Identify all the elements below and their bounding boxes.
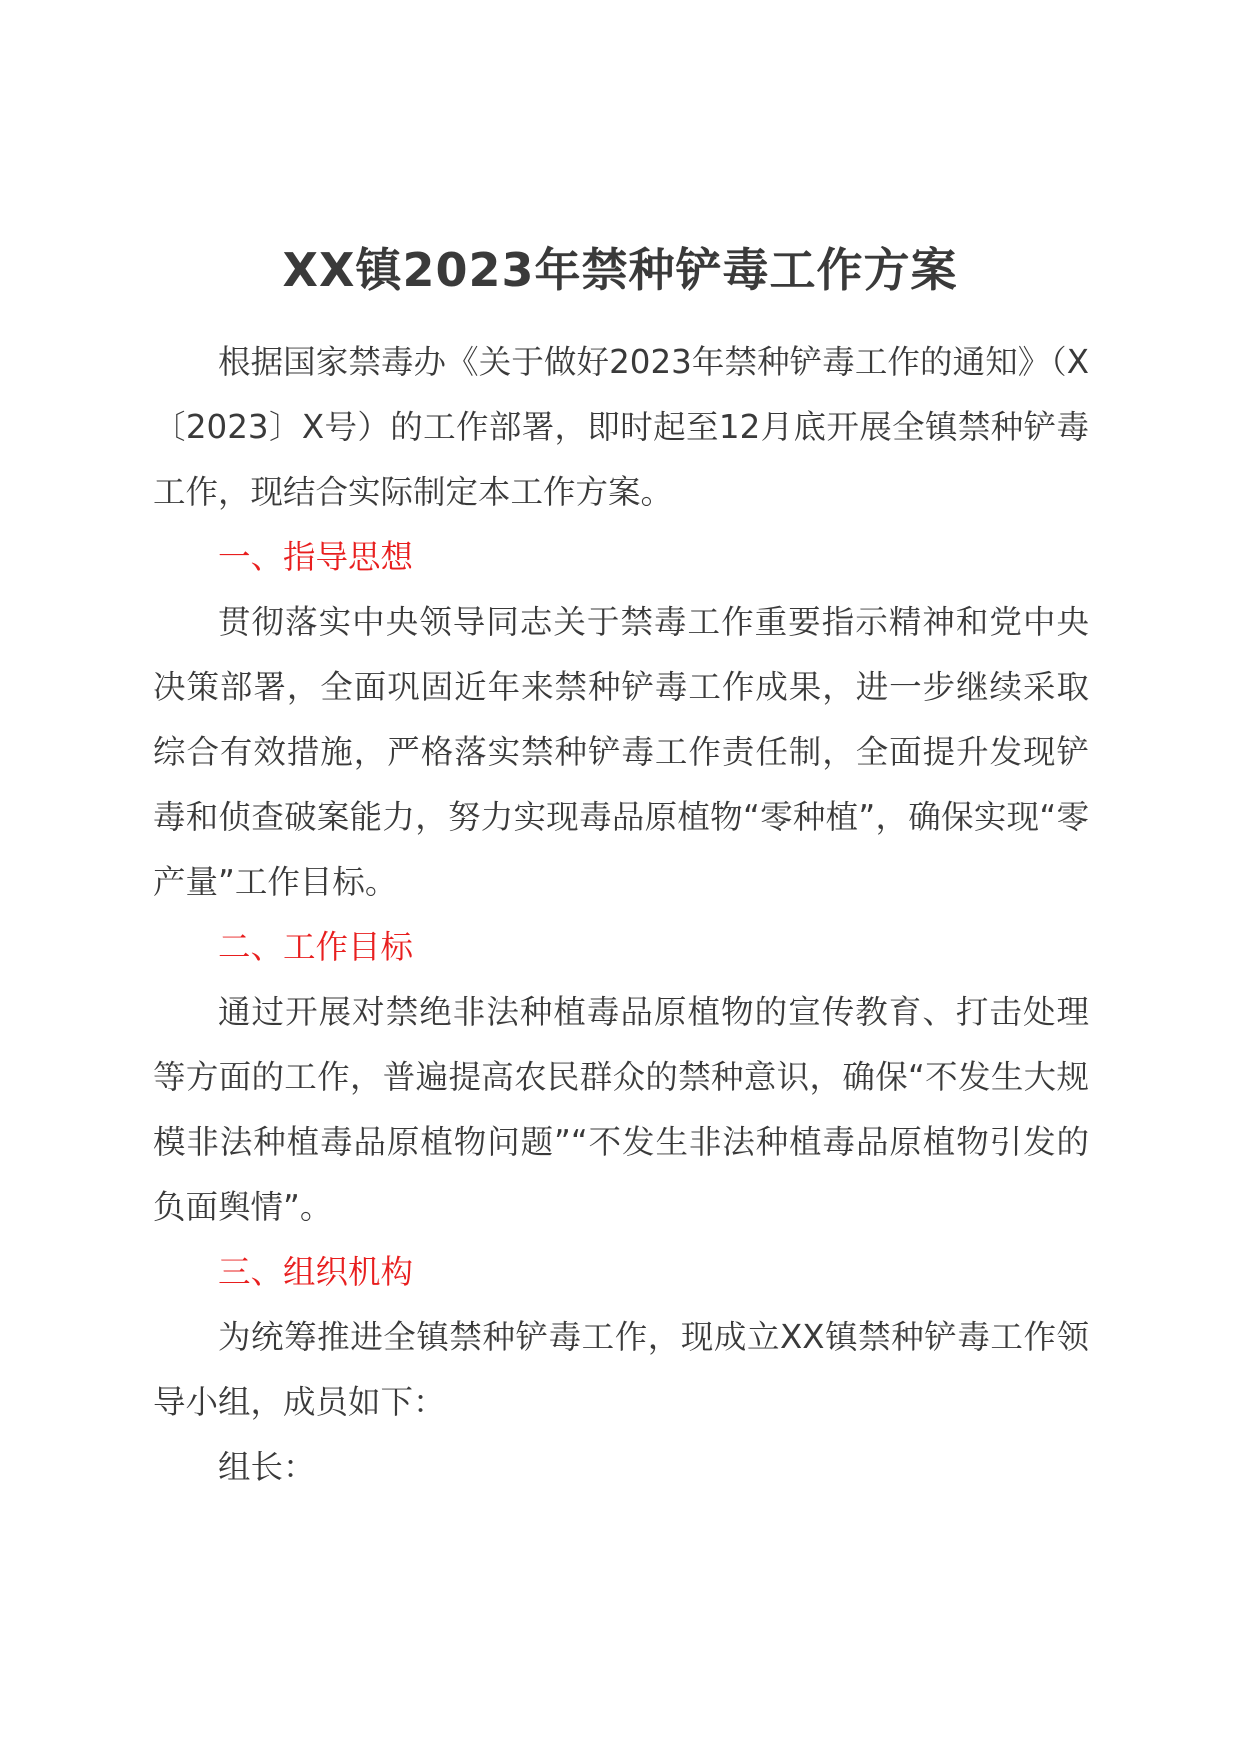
group-leader-line: 组长： [218,1448,316,1486]
section-paragraph-guiding-ideology: 贯彻落实中央领导同志关于禁毒工作重要指示精神和党中央决策部署，全面巩固近年来禁种铲毒工作成果，进一步继续采取综合有效措施，严格落实禁种铲毒工作责任制，全面提升发现铲毒和侦查破案能力，努力实现毒品原植物“零种植”，确保实现“零产量”工作目标。 [153,603,1089,901]
document-body [153,330,1089,1500]
intro-paragraph: 根据国家禁毒办《关于做好2023年禁种铲毒工作的通知》（X〔2023〕X号）的工作部署，即时起至12月底开展全镇禁种铲毒工作，现结合实际制定本工作方案。 [153,343,1089,511]
section-heading-organization: 三、组织机构 [218,1253,414,1291]
document-title: XX镇2023年禁种铲毒工作方案 [282,243,958,297]
section-heading-guiding-ideology: 一、指导思想 [218,538,414,576]
section-heading-work-goals: 二、工作目标 [218,928,414,966]
section-paragraph-organization: 为统筹推进全镇禁种铲毒工作，现成立XX镇禁种铲毒工作领导小组，成员如下： [153,1318,1089,1421]
section-paragraph-work-goals: 通过开展对禁绝非法种植毒品原植物的宣传教育、打击处理等方面的工作，普遍提高农民群众的禁种意识，确保“不发生大规模非法种植毒品原植物问题”“不发生非法种植毒品原植物引发的负面舆情”。 [153,993,1089,1226]
